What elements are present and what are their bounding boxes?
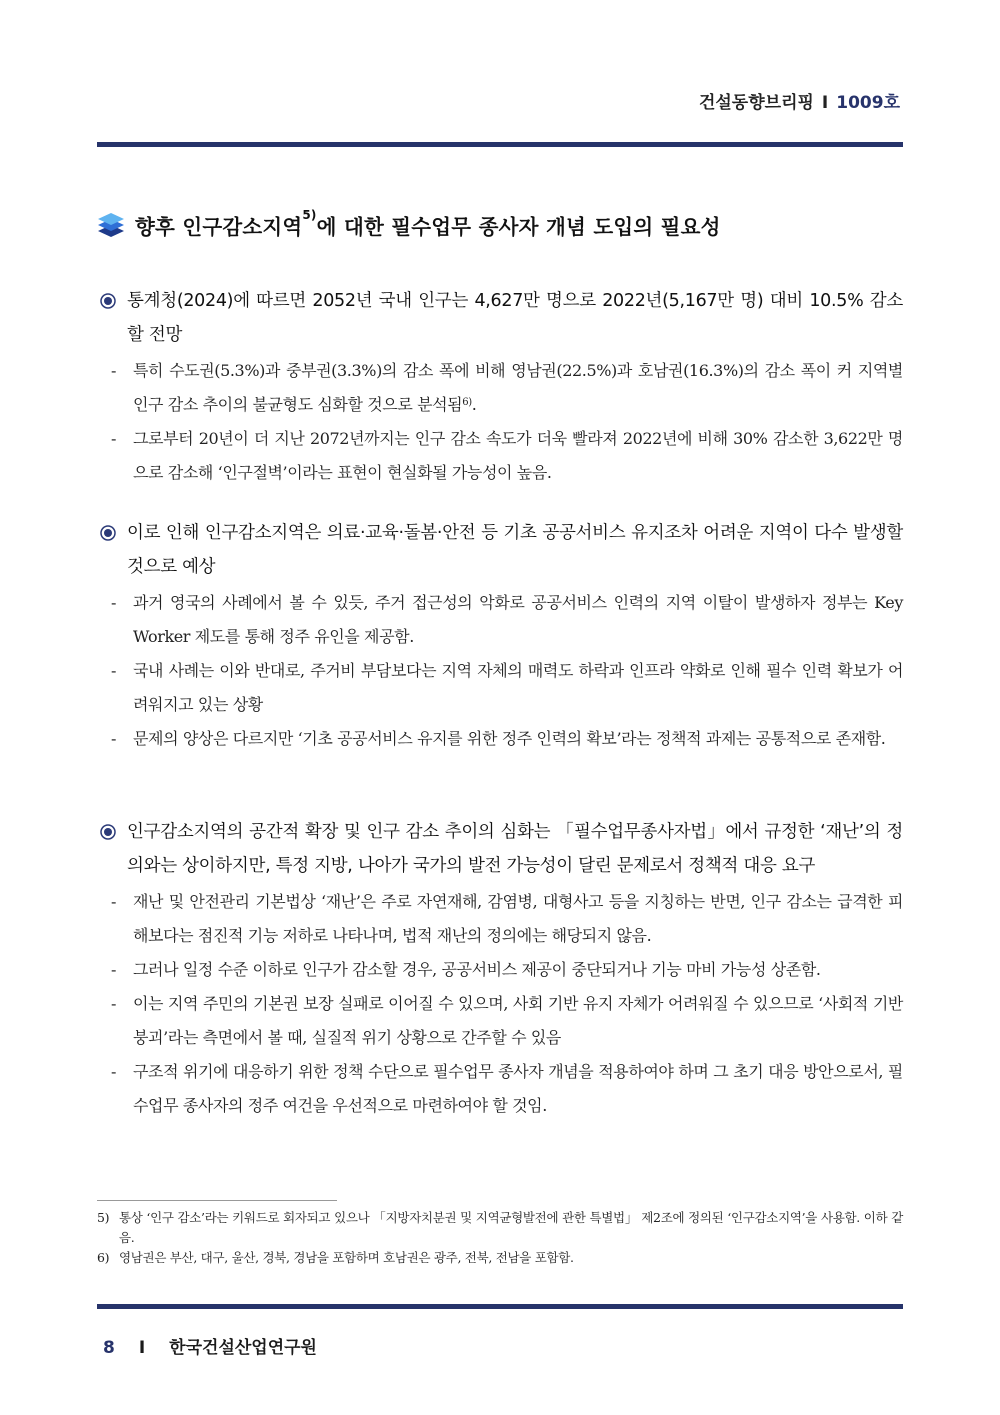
publication-name: 건설동향브리핑 [698, 93, 814, 113]
sub-item: - 문제의 양상은 다르지만 ‘기초 공공서비스 유지를 위한 정주 인력의 확보’라는 정책적 과제는 공통적으로 존재함. [111, 729, 886, 748]
stacked-layers-icon [97, 212, 125, 238]
issue-number: 1009호 [836, 93, 900, 113]
page-number: 8 [103, 1338, 115, 1358]
bullet-item: 인구감소지역의 공간적 확장 및 인구 감소 추이의 심화는 「필수업무종사자법」에서 규정한 ‘재난’의 정의와는 상이하지만, 특정 지방, 나아가 국가의 발전 가능성이 달린 문제로서 정책적 대응 요구 [97, 815, 903, 883]
bullet-group-2 [97, 516, 903, 756]
organization-name: 한국건설산업연구원 [169, 1338, 317, 1358]
bullet-item: 이로 인해 인구감소지역은 의료·교육·돌봄·안전 등 기초 공공서비스 유지조차 어려운 지역이 다수 발생할 것으로 예상 [97, 516, 903, 584]
section-title [97, 210, 903, 240]
bullet-circle-icon [100, 293, 116, 309]
footer-rule [97, 1304, 903, 1309]
sub-item: - 재난 및 안전관리 기본법상 ‘재난’은 주로 자연재해, 감염병, 대형사고 등을 지칭하는 반면, 인구 감소는 급격한 피해보다는 점진적 기능 저하로 나타나며, 법적 재난의 정의에는 해당되지 않음. [111, 892, 903, 945]
sub-item: - 이는 지역 주민의 기본권 보장 실패로 이어질 수 있으며, 사회 기반 유지 자체가 어려워질 수 있으므로 ‘사회적 기반 붕괴’라는 측면에서 볼 때, 실질적 위기 상황으로 간주할 수 있음 [111, 994, 903, 1047]
bullet-group-3 [97, 815, 903, 1123]
footer-separator: I [138, 1338, 146, 1358]
bullet-circle-icon [100, 824, 116, 840]
footnote-item: 5) 통상 ‘인구 감소’라는 키워드로 회자되고 있으나 「지방자치분권 및 지역균형발전에 관한 특별법」 제2조에 정의된 ‘인구감소지역’을 사용함. 이하 같음. [97, 1210, 903, 1245]
sub-item: - 그로부터 20년이 더 지난 2072년까지는 인구 감소 속도가 더욱 빨라져 2022년에 비해 30% 감소한 3,622만 명으로 감소해 ‘인구절벽’이라는 표현이 현실화될 가능성이 높음. [111, 429, 903, 482]
sub-item: - 특히 수도권(5.3%)과 중부권(3.3%)의 감소 폭에 비해 영남권(22.5%)과 호남권(16.3%)의 감소 폭이 커 지역별 인구 감소 추이의 불균형도 심화할 것으로 분석됨$^{6)}$. [111, 361, 903, 414]
sub-item: - 그러나 일정 수준 이하로 인구가 감소할 경우, 공공서비스 제공이 중단되거나 기능 마비 가능성 상존함. [111, 960, 821, 979]
footer [103, 1333, 317, 1358]
footnote-item: 6) 영남권은 부산, 대구, 울산, 경북, 경남을 포함하며 호남권은 광주, 전북, 전남을 포함함. [97, 1250, 574, 1265]
sub-item: - 구조적 위기에 대응하기 위한 정책 수단으로 필수업무 종사자 개념을 적용하여야 하며 그 초기 대응 방안으로서, 필수업무 종사자의 정주 여건을 우선적으로 마련하여야 할 것임. [111, 1062, 903, 1115]
sub-item: - 국내 사례는 이와 반대로, 주거비 부담보다는 지역 자체의 매력도 하락과 인프라 약화로 인해 필수 인력 확보가 어려워지고 있는 상황 [111, 661, 903, 714]
footnote-rule [97, 1200, 337, 1201]
header-label [699, 88, 900, 113]
sub-item: - 과거 영국의 사례에서 볼 수 있듯, 주거 접근성의 악화로 공공서비스 인력의 지역 이탈이 발생하자 정부는 Key Worker 제도를 통해 정주 유인을 제공함. [111, 593, 903, 646]
bullet-item: 통계청(2024)에 따르면 2052년 국내 인구는 4,627만 명으로 2022년(5,167만 명) 대비 10.5% 감소할 전망 [97, 284, 903, 352]
bullet-circle-icon [100, 525, 116, 541]
header-rule [97, 142, 903, 147]
section-title-text: 향후 인구감소지역$^{5)}$에 대한 필수업무 종사자 개념 도입의 필요성 [135, 208, 721, 239]
header-separator: I [821, 93, 829, 113]
footnotes [97, 1208, 903, 1268]
footnote-ref: 5) [302, 208, 317, 222]
bullet-group-1 [97, 284, 903, 490]
